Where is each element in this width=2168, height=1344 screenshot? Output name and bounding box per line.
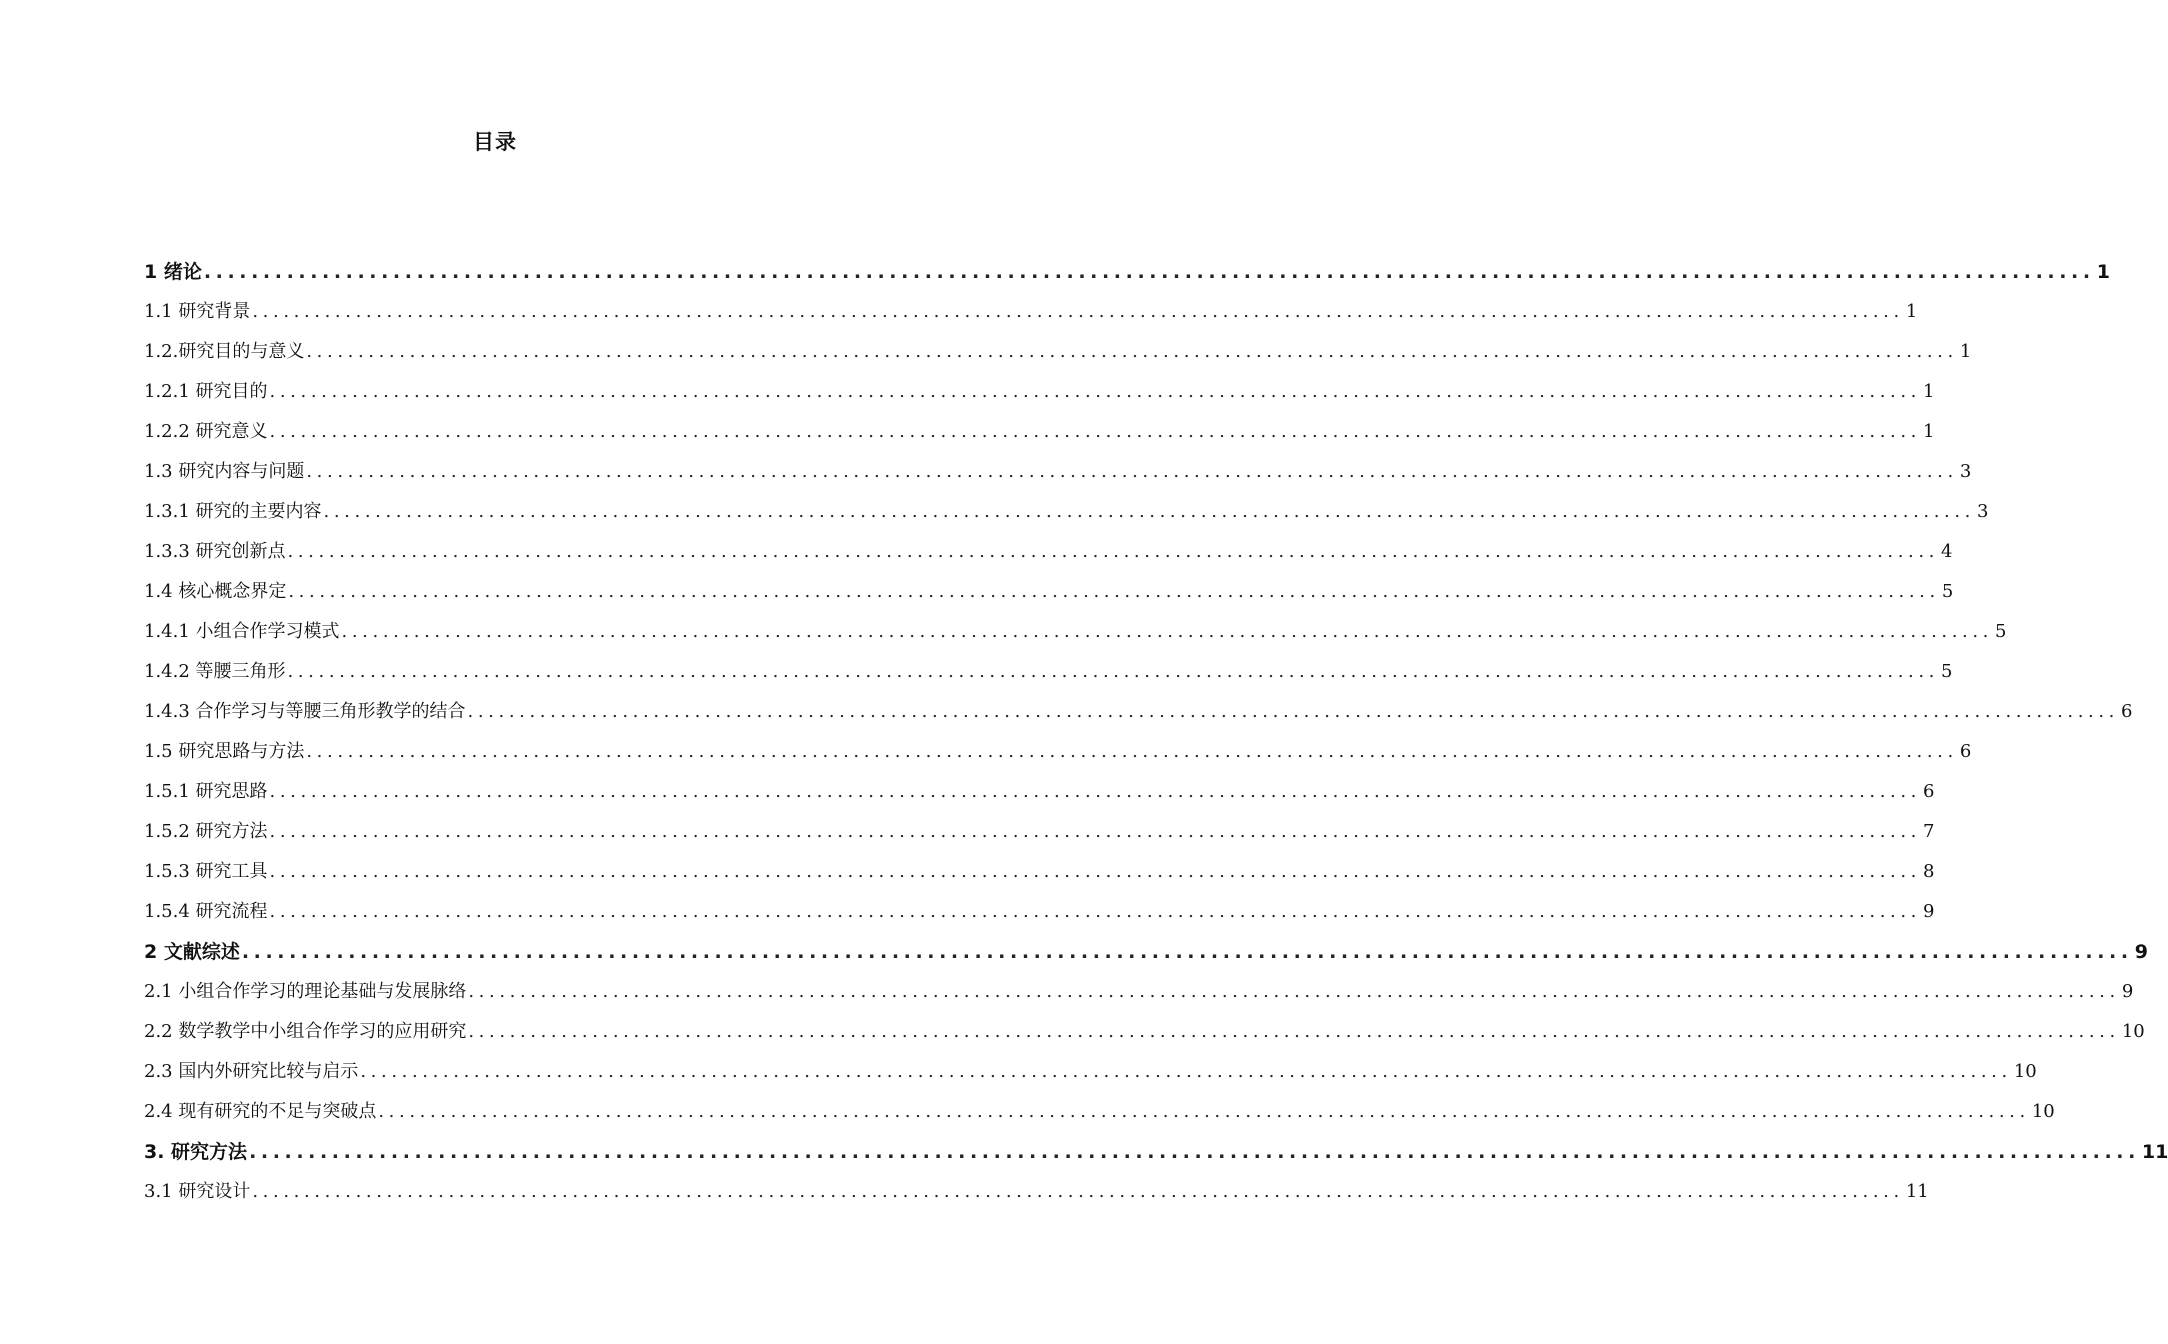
toc-leader-dots: ................................................................................................................................................................ [287,661,1939,682]
toc-entry-label: 1.5.4 研究流程 [144,901,268,922]
toc-leader-dots: ................................................................................................................................................................ [306,741,1958,762]
toc-entry-label: 1.3.3 研究创新点 [144,541,286,562]
toc-leader-dots: ................................................................................................................................................................ [306,461,1958,482]
toc-entry[interactable] [144,726,1972,766]
toc-entry-page-number: 1 [1959,341,1972,362]
toc-entry[interactable] [144,566,1954,606]
toc-entry-label: 1.2.1 研究目的 [144,381,268,402]
toc-leader-dots: ................................................................................................................................................................ [269,421,1921,442]
toc-entry[interactable] [144,686,2133,726]
toc-entry[interactable] [144,406,1935,446]
toc-entry-label: 1.4 核心概念界定 [144,581,287,602]
toc-leader-dots: ................................................................................................................................................................ [269,901,1921,922]
toc-entry-page-number: 3 [1977,501,1989,522]
toc-entry-page-number: 5 [1941,661,1953,682]
toc-entry-label: 3. 研究方法 [144,1141,248,1163]
toc-entry-label: 1 绪论 [144,261,202,283]
toc-entry-page-number: 9 [1923,901,1935,922]
toc-leader-dots: ................................................................................................................................................................ [360,1061,2012,1082]
toc-entry[interactable] [144,1006,2145,1046]
toc-entry-page-number: 1 [1923,381,1935,402]
toc-entry[interactable] [144,1046,2037,1086]
toc-entry-label: 1.2.研究目的与意义 [144,341,305,362]
toc-entry-label: 1.3 研究内容与问题 [144,461,305,482]
toc-leader-dots: ................................................................................................................................................................ [269,861,1921,882]
toc-entry[interactable] [144,966,2134,1006]
toc-leader-dots: ................................................................................................................................................................ [306,341,1958,362]
page-title: 目录 [473,130,517,154]
toc-leader-dots: ................................................................................................................................................................ [241,941,2133,963]
toc-entry[interactable] [144,646,1953,686]
toc-leader-dots: ................................................................................................................................................................ [249,1141,2140,1163]
toc-entry-page-number: 5 [1995,621,2007,642]
toc-entry-label: 3.1 研究设计 [144,1181,251,1202]
toc-leader-dots: ................................................................................................................................................................ [468,981,2120,1002]
toc-entry[interactable] [144,846,1935,886]
toc-entry[interactable] [144,446,1972,486]
toc-leader-dots: ................................................................................................................................................................ [288,581,1940,602]
toc-entry-page-number: 10 [2121,1021,2145,1042]
toc-entry[interactable] [144,246,2110,286]
toc-entry[interactable] [144,366,1935,406]
toc-entry[interactable] [144,606,2007,646]
toc-entry-label: 1.5.3 研究工具 [144,861,268,882]
toc-entry[interactable] [144,286,1918,326]
toc-leader-dots: ................................................................................................................................................................ [203,261,2095,283]
toc-entry-label: 1.2.2 研究意义 [144,421,268,442]
toc-entry[interactable] [144,806,1935,846]
toc-entry-page-number: 11 [2141,1141,2168,1163]
toc-entry-label: 1.4.1 小组合作学习模式 [144,621,340,642]
toc-entry[interactable] [144,1166,1929,1206]
toc-entry-page-number: 1 [1923,421,1935,442]
toc-entry[interactable] [144,886,1935,926]
toc-entry-label: 2.3 国内外研究比较与启示 [144,1061,359,1082]
toc-leader-dots: ................................................................................................................................................................ [269,381,1921,402]
toc-entry[interactable] [144,526,1953,566]
toc-entry-page-number: 9 [2134,941,2148,963]
toc-leader-dots: ................................................................................................................................................................ [467,701,2119,722]
toc-entry-page-number: 1 [1905,301,1918,322]
toc-entry-label: 1.4.2 等腰三角形 [144,661,286,682]
toc-leader-dots: ................................................................................................................................................................ [252,301,1904,322]
toc-entry-label: 1.1 研究背景 [144,301,251,322]
toc-entry-label: 2.1 小组合作学习的理论基础与发展脉络 [144,981,467,1002]
toc-entry[interactable] [144,766,1935,806]
toc-leader-dots: ................................................................................................................................................................ [287,541,1939,562]
toc-entry-page-number: 10 [2013,1061,2037,1082]
toc-leader-dots: ................................................................................................................................................................ [378,1101,2030,1122]
toc-entry-page-number: 7 [1923,821,1935,842]
toc-leader-dots: ................................................................................................................................................................ [341,621,1993,642]
toc-entry[interactable] [144,486,1989,526]
toc-entry[interactable] [144,926,2148,966]
toc-leader-dots: ................................................................................................................................................................ [323,501,1975,522]
toc-entry-page-number: 10 [2031,1101,2055,1122]
toc-entry[interactable] [144,326,1972,366]
toc-leader-dots: ................................................................................................................................................................ [269,781,1921,802]
toc-leader-dots: ................................................................................................................................................................ [252,1181,1904,1202]
toc-entry[interactable] [144,1126,2168,1166]
toc-entry-page-number: 6 [1923,781,1935,802]
toc-entry-page-number: 9 [2121,981,2134,1002]
toc-entry[interactable] [144,1086,2055,1126]
toc-entry-page-number: 5 [1941,581,1954,602]
toc-entry-label: 2.4 现有研究的不足与突破点 [144,1101,377,1122]
table-of-contents [144,246,2168,1206]
toc-entry-label: 2 文献综述 [144,941,240,963]
toc-entry-page-number: 1 [2096,261,2110,283]
toc-entry-label: 1.5.2 研究方法 [144,821,268,842]
toc-entry-label: 2.2 数学教学中小组合作学习的应用研究 [144,1021,467,1042]
toc-entry-page-number: 6 [1959,741,1972,762]
toc-entry-label: 1.3.1 研究的主要内容 [144,501,322,522]
toc-entry-page-number: 3 [1959,461,1972,482]
toc-entry-label: 1.5 研究思路与方法 [144,741,305,762]
toc-entry-page-number: 11 [1905,1181,1929,1202]
toc-entry-page-number: 4 [1941,541,1953,562]
toc-leader-dots: ................................................................................................................................................................ [269,821,1921,842]
toc-entry-page-number: 8 [1923,861,1935,882]
toc-leader-dots: ................................................................................................................................................................ [468,1021,2120,1042]
toc-entry-page-number: 6 [2121,701,2133,722]
toc-entry-label: 1.4.3 合作学习与等腰三角形教学的结合 [144,701,466,722]
toc-entry-label: 1.5.1 研究思路 [144,781,268,802]
